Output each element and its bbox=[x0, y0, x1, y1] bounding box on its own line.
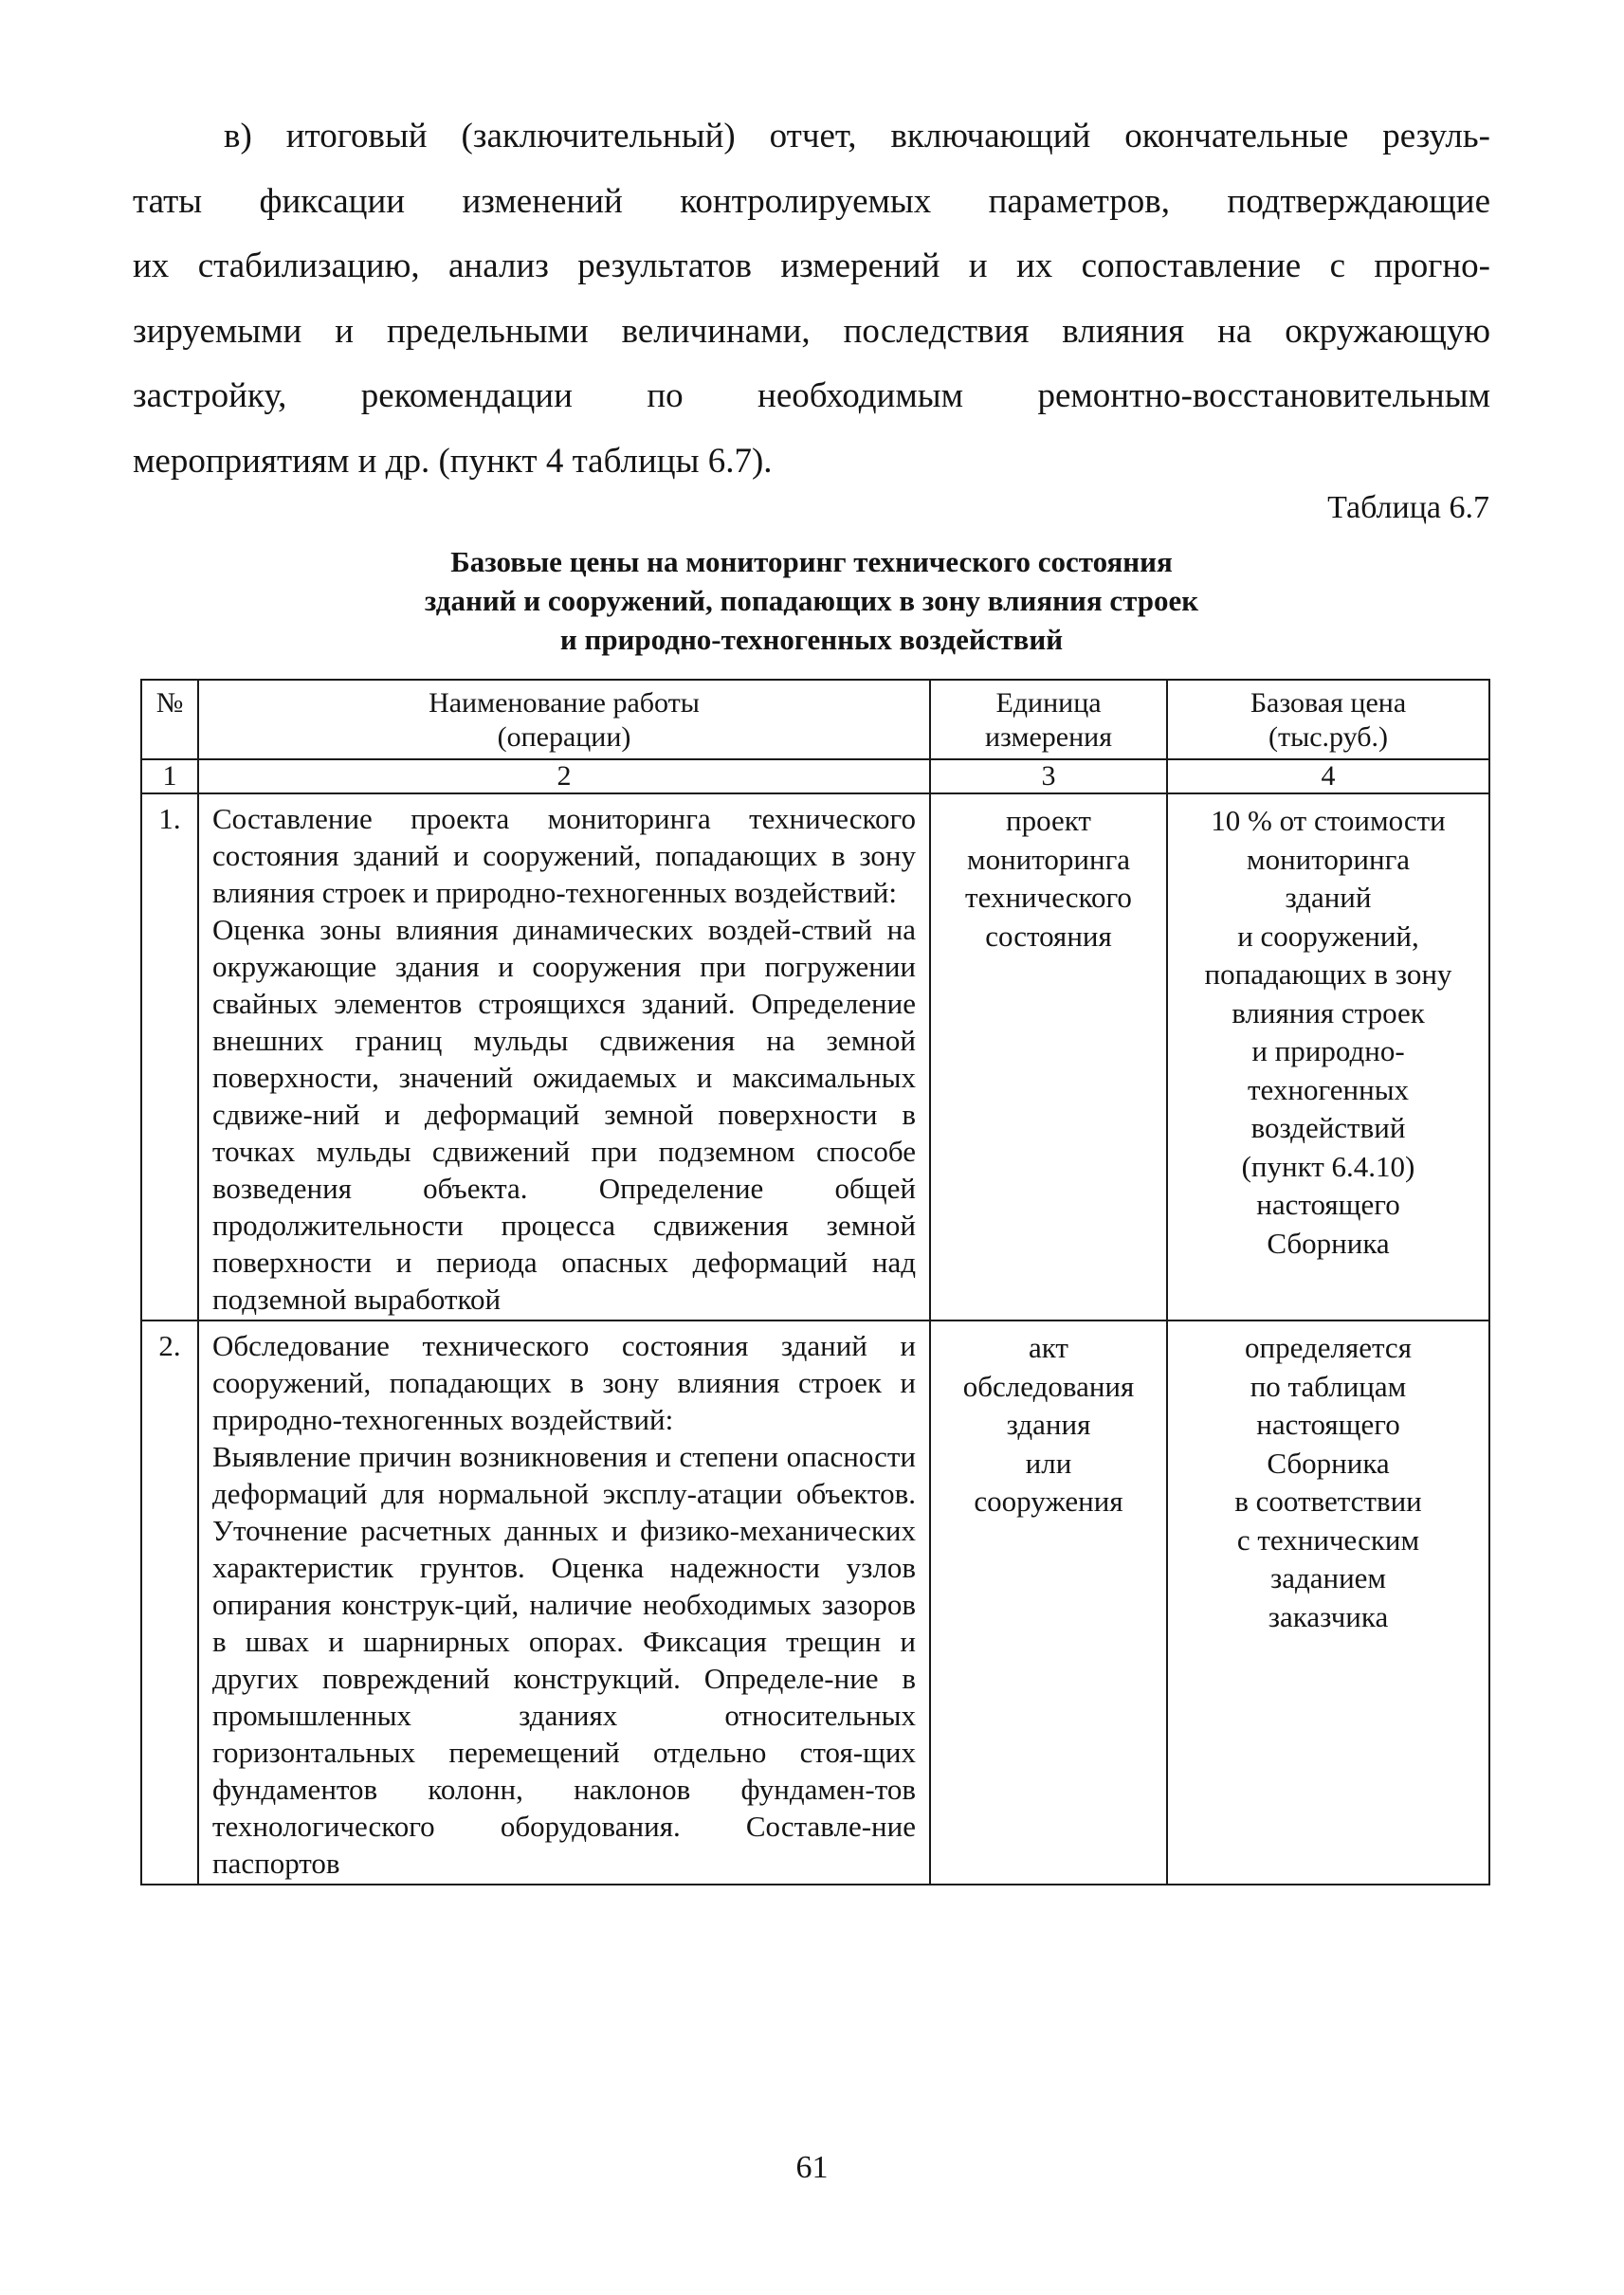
price-line: заказчика bbox=[1268, 1599, 1389, 1633]
table-caption: Таблица 6.7 bbox=[1327, 490, 1489, 525]
column-number: 1 bbox=[141, 759, 198, 793]
price-line: мониторинга bbox=[1246, 842, 1411, 876]
table-row bbox=[141, 1321, 1489, 1885]
price-line: Сборника bbox=[1267, 1446, 1390, 1480]
header-unit-line1: Единица bbox=[995, 687, 1102, 719]
header-unit-line2: измерения bbox=[984, 721, 1112, 753]
table-title-line: Базовые цены на мониторинг технического состояния bbox=[450, 545, 1173, 578]
unit-line: акт bbox=[1029, 1331, 1068, 1364]
header-price-line2: (тыс.руб.) bbox=[1268, 721, 1389, 753]
intro-line: в) итоговый (заключительный) отчет, включающий окончательные резуль- bbox=[224, 117, 1490, 155]
table-header-row bbox=[141, 680, 1489, 759]
intro-line: их стабилизацию, анализ результатов измерений и их сопоставление с прогно- bbox=[133, 246, 1490, 285]
header-no: № bbox=[141, 680, 198, 759]
price-line: 10 % от стоимости bbox=[1211, 804, 1446, 837]
intro-line: зируемыми и предельными величинами, последствия влияния на окружающую bbox=[133, 311, 1490, 351]
column-number-row bbox=[141, 759, 1489, 793]
work-name-heading: Составление проекта мониторинга технического состояния зданий и сооружений, попадающих в зону влияния строек и природно-техногенных воздействий: bbox=[212, 802, 916, 909]
price-line: с техническим bbox=[1236, 1522, 1420, 1557]
work-name-cell bbox=[198, 1321, 930, 1885]
header-name-line1: Наименование работы bbox=[429, 687, 700, 719]
column-number: 2 bbox=[198, 759, 930, 793]
price-line: по таблицам bbox=[1250, 1369, 1407, 1403]
intro-line: мероприятиям и др. (пункт 4 таблицы 6.7). bbox=[133, 441, 773, 481]
price-cell bbox=[1167, 793, 1489, 1321]
unit-line: мониторинга bbox=[966, 842, 1131, 876]
header-name-line2: (операции) bbox=[497, 721, 631, 753]
price-line: в соответствии bbox=[1234, 1484, 1422, 1518]
column-number: 4 bbox=[1167, 759, 1489, 793]
price-table bbox=[140, 679, 1490, 1885]
row-number: 2. bbox=[141, 1321, 198, 1885]
header-price bbox=[1167, 680, 1489, 759]
row-number: 1. bbox=[141, 793, 198, 1321]
price-line: настоящего bbox=[1256, 1188, 1400, 1221]
header-unit bbox=[930, 680, 1167, 759]
page-number: 61 bbox=[795, 2150, 829, 2185]
price-line: и сооружений, bbox=[1237, 919, 1419, 953]
intro-paragraph bbox=[133, 104, 1490, 494]
unit-line: проект bbox=[1006, 804, 1091, 837]
price-line: заданием bbox=[1269, 1561, 1387, 1594]
price-cell bbox=[1167, 1321, 1489, 1885]
price-line: Сборника bbox=[1267, 1226, 1390, 1260]
unit-line: сооружения bbox=[974, 1484, 1123, 1518]
work-name-cell bbox=[198, 793, 930, 1321]
table-row bbox=[141, 793, 1489, 1321]
header-name bbox=[198, 680, 930, 759]
intro-line: застройку, рекомендации по необходимым ремонтно-восстановительным bbox=[133, 376, 1490, 415]
work-name-body: Выявление причин возникновения и степени опасности деформаций для нормальной эксплу-атации объектов. Уточнение расчетных данных и физико-механических характеристик грунтов. Оценка надежности узлов опирания конструк-ций, наличие необходимых зазоров в швах и шарнирных опорах. Фиксация трещин и других повреждений конструкций. Определе-ние в промышленных зданиях относительных горизонтальных перемещений отдельно стоя-щих фундаментов колонн, наклонов фундамен-тов технологического оборудования. Составле-ние паспортов bbox=[212, 1440, 916, 1880]
intro-line: таты фиксации изменений контролируемых параметров, подтверждающие bbox=[133, 181, 1490, 221]
price-line: зданий bbox=[1285, 881, 1372, 914]
unit-line: технического bbox=[965, 881, 1132, 914]
unit-cell bbox=[930, 1321, 1167, 1885]
unit-line: здания bbox=[1006, 1408, 1091, 1441]
unit-cell bbox=[930, 793, 1167, 1321]
unit-line: состояния bbox=[985, 919, 1112, 953]
unit-line: обследования bbox=[962, 1369, 1135, 1403]
price-line: настоящего bbox=[1256, 1408, 1400, 1441]
unit-line: или bbox=[1025, 1446, 1072, 1480]
column-number: 3 bbox=[930, 759, 1167, 793]
price-line: и природно- bbox=[1251, 1034, 1405, 1067]
header-price-line1: Базовая цена bbox=[1250, 687, 1407, 719]
table-title-line: зданий и сооружений, попадающих в зону влияния строек bbox=[424, 584, 1199, 617]
work-name-heading: Обследование технического состояния зданий и сооружений, попадающих в зону влияния строек и природно-техногенных воздействий: bbox=[212, 1329, 916, 1436]
price-line: влияния строек bbox=[1232, 995, 1425, 1029]
price-line: воздействий bbox=[1250, 1111, 1406, 1144]
price-line: определяется bbox=[1245, 1331, 1412, 1364]
price-line: (пункт 6.4.10) bbox=[1241, 1149, 1415, 1183]
table-title bbox=[133, 542, 1490, 659]
table-title-line: и природно-техногенных воздействий bbox=[559, 623, 1064, 656]
price-line: техногенных bbox=[1247, 1072, 1410, 1106]
work-name-body: Оценка зоны влияния динамических воздей-ствий на окружающие здания и сооружения при погружении свайных элементов строящихся зданий. Определение внешних границ мульды сдвижения на земной поверхности, значений ожидаемых и максимальных сдвиже-ний и деформаций земной поверхности в точках мульды сдвижений при подземном способе возведения объекта. Определение общей продолжительности процесса сдвижения земной поверхности и периода опасных деформаций над подземной выработкой bbox=[212, 913, 916, 1316]
price-line: попадающих в зону bbox=[1204, 957, 1452, 991]
